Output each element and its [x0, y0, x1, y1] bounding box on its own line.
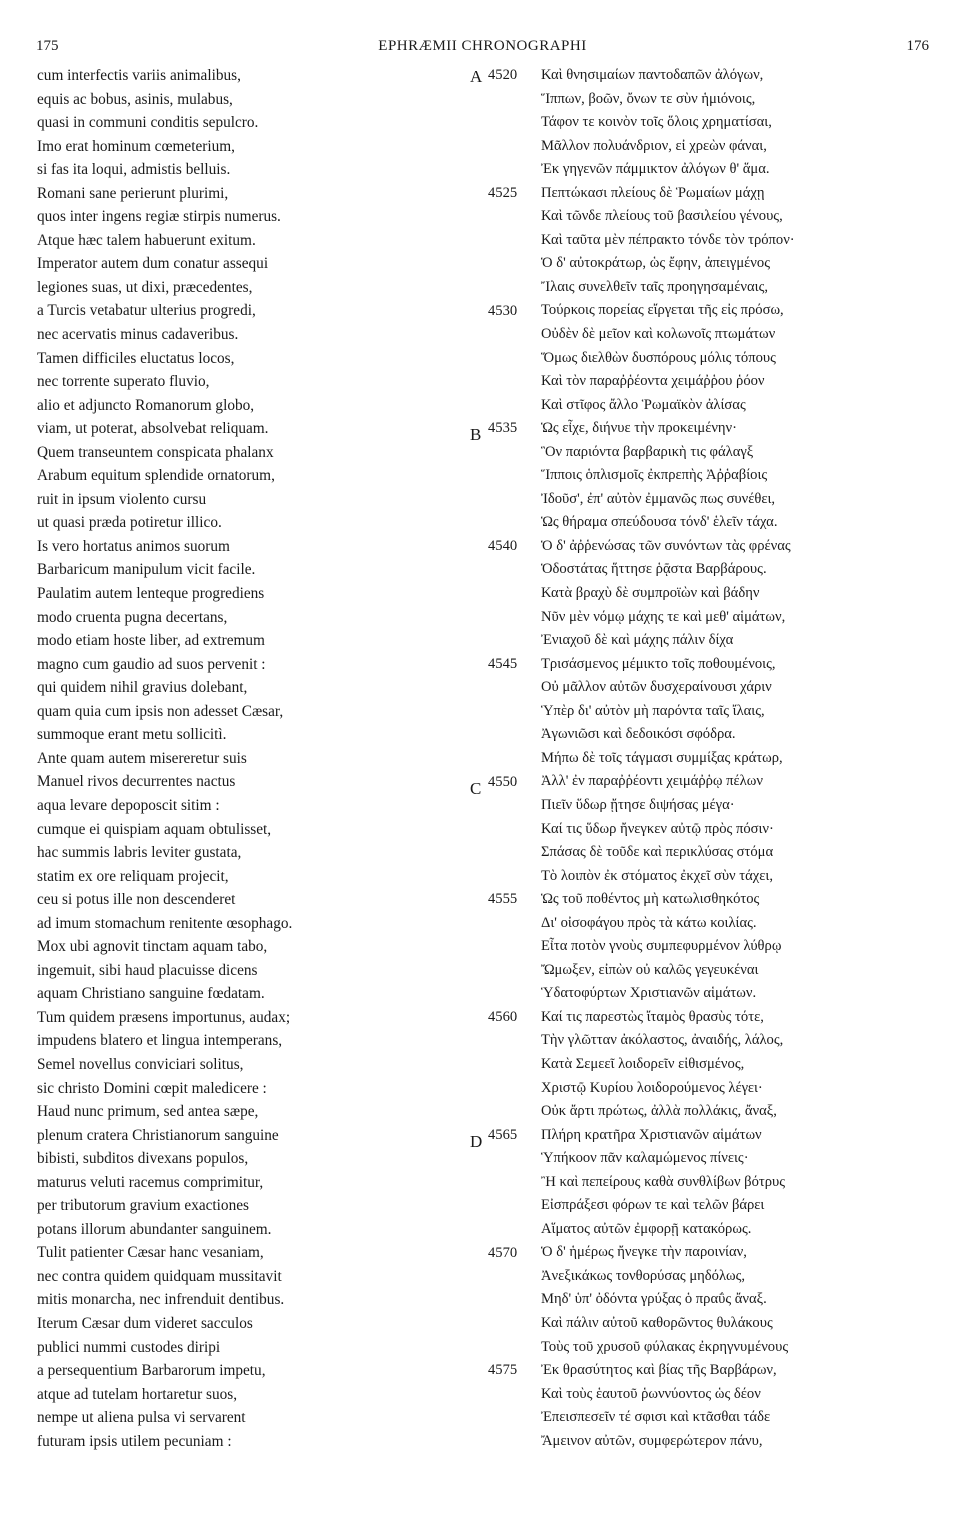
- greek-line: Καὶ ταῦτα μὲν πέπρακτο τόνδε τὸν τρόπον·: [541, 231, 795, 248]
- greek-line: Ἢ καὶ πεπείρους καθὰ συνθλίβων βότρυς: [541, 1173, 786, 1190]
- greek-line: Ἐνιαχοῦ δὲ καὶ μάχης πάλιν δίχα: [541, 632, 734, 649]
- latin-line: impudens blatero et lingua intemperans,: [37, 1032, 283, 1050]
- greek-line: Κατὰ βραχὺ δὲ συμπροϊὼν καὶ βάδην: [541, 585, 760, 602]
- left-page-number: 175: [36, 38, 59, 54]
- greek-line: Ὑπὲρ δι' αὐτὸν μὴ παρόντα ταῖς ἴλαις,: [541, 702, 765, 719]
- greek-line: Πεπτώκασι πλείους δὲ Ῥωμαίων μάχῃ: [541, 184, 765, 201]
- latin-line: Haud nunc primum, sed antea sæpe,: [37, 1103, 259, 1121]
- greek-line: Ἀλλ' ἐν παραῤῥέοντι χειμάῤῥῳ πέλων: [541, 773, 763, 790]
- greek-line: Μήπω δὲ τοῖς τάγμασι συμμίξας κράτωρ,: [541, 749, 783, 766]
- latin-line: quam quia cum ipsis non adesset Cæsar,: [37, 702, 284, 720]
- latin-line: ut quasi præda potiretur illico.: [37, 514, 222, 532]
- latin-line: Ante quam autem misereretur suis: [37, 749, 247, 767]
- latin-line: Imo erat hominum cœmeterium,: [37, 137, 235, 155]
- verse-number: 4535: [488, 420, 518, 437]
- latin-line: ruit in ipsum violento cursu: [37, 490, 207, 508]
- verse-number: 4525: [488, 184, 518, 201]
- greek-line: Ὃν παριόντα βαρβαρικὴ τις φάλαγξ: [541, 443, 754, 460]
- latin-line: aqua levare depoposcit sitim :: [37, 796, 220, 814]
- verse-number: 4520: [488, 67, 518, 83]
- latin-line: legiones suas, ut dixi, præcedentes,: [37, 278, 253, 296]
- greek-line: Μηδ' ὑπ' ὀδόντα γρύξας ὁ πραΰς ἄναξ.: [541, 1291, 767, 1308]
- latin-line: per tributorum gravium exactiones: [37, 1197, 249, 1215]
- running-title: EPHRÆMII CHRONOGRAPHI: [378, 38, 587, 54]
- section-marker: B: [470, 425, 482, 445]
- section-marker: D: [470, 1131, 483, 1151]
- greek-line: Τρισάσμενος μέμικτο τοῖς ποθουμένοις,: [541, 655, 776, 672]
- latin-line: modo etiam hoste liber, ad extremum: [37, 632, 265, 650]
- greek-line: Τὴν γλῶτταν ἀκόλαστος, ἀναιδής, λάλος,: [541, 1032, 784, 1049]
- greek-line: Ἀνεξικάκως τονθορύσας μηδόλως,: [541, 1267, 746, 1284]
- latin-line: publici nummi custodes diripi: [37, 1338, 221, 1356]
- greek-line: Εἶτα ποτὸν γνοὺς συμπεφυρμένον λύθρῳ: [541, 938, 782, 955]
- latin-line: Manuel rivos decurrentes nactus: [37, 773, 236, 791]
- greek-column: [541, 64, 941, 1453]
- greek-line: Ὡς θήραμα σπεύδουσα τόνδ' ἑλεῖν τάχα.: [541, 514, 778, 531]
- latin-line: nec contra quidem quidquam mussitavit: [37, 1267, 282, 1285]
- verse-number: 4555: [488, 891, 518, 908]
- greek-line: Ὑδατοφύρτων Χριστιανῶν αἱμάτων.: [541, 985, 757, 1002]
- latin-line: qui quidem nihil gravius dolebant,: [37, 679, 248, 697]
- greek-line: Μᾶλλον πολυάνδριον, εἰ χρεὼν φάναι,: [541, 137, 767, 154]
- greek-line: Καὶ τῶνδε πλείους τοῦ βασιλείου γένους,: [541, 208, 783, 225]
- latin-line: statim ex ore reliquam projecit,: [37, 867, 229, 885]
- latin-line: cumque ei quispiam aquam obtulisset,: [37, 820, 272, 838]
- greek-line: Ἵπποις ὁπλισμοῖς ἐκπρεπὴς Ἀῤῥαβίοις: [541, 467, 768, 484]
- latin-line: maturus veluti racemus comprimitur,: [37, 1173, 264, 1191]
- greek-line: Ἄμεινον αὐτῶν, συμφερώτερον πάνυ,: [541, 1432, 763, 1449]
- greek-line: Πλήρη κρατῆρα Χριστιανῶν αἱμάτων: [541, 1126, 762, 1143]
- greek-line: Καὶ θνησιμαίων παντοδαπῶν ἀλόγων,: [541, 67, 764, 83]
- greek-line: Τὸ λοιπὸν ἐκ στόματος ἐκχεῖ σὺν τάχει,: [541, 867, 773, 884]
- verse-number: 4560: [488, 1009, 518, 1025]
- latin-line: Tulit patienter Cæsar hanc vesaniam,: [37, 1244, 264, 1262]
- verse-number: 4570: [488, 1244, 518, 1261]
- latin-line: Romani sane perierunt plurimi,: [37, 184, 229, 202]
- latin-line: Semel novellus conviciari solitus,: [37, 1055, 244, 1073]
- latin-line: viam, ut poterat, absolvebat reliquam.: [37, 420, 269, 438]
- greek-line: Ὁδοστάτας ἥττησε ῥᾷστα Βαρβάρους.: [541, 561, 767, 578]
- latin-line: mitis monarcha, nec infrenduit dentibus.: [37, 1291, 285, 1309]
- latin-line: si fas ita loqui, admistis belluis.: [37, 161, 231, 179]
- latin-line: bibisti, subditos divexans populos,: [37, 1150, 249, 1168]
- greek-line: Ἐκ θρασύτητος καὶ βίας τῆς Βαρβάρων,: [541, 1362, 777, 1379]
- section-marker: A: [470, 67, 483, 86]
- latin-line: atque ad tutelam hortaretur suos,: [37, 1385, 238, 1403]
- greek-line: Ἴλαις συνελθεῖν ταῖς προηγησαμέναις,: [541, 278, 768, 295]
- greek-line: Καὶ πάλιν αὐτοῦ καθορῶντος θυλάκους: [541, 1314, 773, 1331]
- greek-line: Καί τις παρεστὼς ἴταμὸς θρασὺς τότε,: [541, 1008, 764, 1025]
- greek-line: Νῦν μὲν νόμῳ μάχης τε καὶ μεθ' αἱμάτων,: [541, 608, 786, 625]
- page-header: [0, 36, 965, 60]
- greek-line: Οὐδὲν δὲ μεῖον καὶ κολωνοῖς πτωμάτων: [541, 326, 776, 343]
- verse-number: 4575: [488, 1362, 518, 1379]
- latin-line: nempe ut aliena pulsa vi servarent: [37, 1409, 246, 1427]
- latin-line: plenum cratera Christianorum sanguine: [37, 1126, 279, 1144]
- latin-line: Mox ubi agnovit tinctam aquam tabo,: [37, 938, 268, 956]
- greek-line: Αἵματος αὐτῶν ἐμφορῇ κατακόρως.: [541, 1220, 752, 1237]
- greek-line: Ἀγωνιῶσι καὶ δεδοικόσι σφόδρα.: [541, 726, 736, 743]
- greek-line: Ὁ δ' ἀῤῥενώσας τῶν συνόντων τὰς φρένας: [541, 537, 791, 554]
- latin-line: quos inter ingens regiæ stirpis numerus.: [37, 208, 281, 226]
- greek-line: Ὑπήκοον πᾶν καλαμώμενος πίνεις·: [541, 1150, 749, 1167]
- verse-number: 4530: [488, 302, 518, 319]
- greek-line: Ὅμως διελθὼν δυσπόρους μόλις τόπους: [541, 349, 776, 366]
- latin-line: alio et adjuncto Romanorum globo,: [37, 396, 255, 414]
- verse-number: 4550: [488, 773, 518, 790]
- latin-line: aquam Christiano sanguine fœdatam.: [37, 985, 265, 1003]
- latin-line: Atque hæc talem habuerunt exitum.: [37, 231, 256, 249]
- greek-line: Ἰδοῦσ', ἐπ' αὐτὸν ἐμμανῶς πως συνέθει,: [541, 490, 776, 507]
- section-marker: C: [470, 778, 482, 798]
- latin-line: quasi in communi conditis sepulcro.: [37, 114, 259, 132]
- latin-line: Arabum equitum splendide ornatorum,: [37, 467, 275, 485]
- greek-line: Ἐπεισπεσεῖν τέ σφισι καὶ κτᾶσθαι τάδε: [541, 1409, 771, 1426]
- latin-line: Tamen difficiles eluctatus locos,: [37, 349, 235, 367]
- greek-line: Πιεῖν ὕδωρ ᾔτησε διψήσας μέγα·: [541, 796, 735, 813]
- greek-line: Χριστῷ Κυρίου λοιδορούμενος λέγει·: [541, 1079, 763, 1096]
- greek-line: Καὶ στῖφος ἄλλο Ῥωμαϊκὸν ἀλίσας: [541, 396, 746, 413]
- greek-line: Τούρκοις πορείας εἴργεται τῆς εἰς πρόσω,: [541, 302, 784, 319]
- latin-line: sic christo Domini cœpit maledicere :: [37, 1079, 267, 1097]
- greek-line: Ὤμωξεν, εἰπὼν οὐ καλῶς γεγευκέναι: [541, 961, 759, 978]
- latin-line: Barbaricum manipulum vicit facile.: [37, 561, 256, 579]
- right-page-number: 176: [906, 38, 929, 54]
- latin-line: ingemuit, sibi haud placuisse dicens: [37, 961, 258, 979]
- greek-line: Καὶ τοὺς ἑαυτοῦ ῥωννύοντος ὡς δέον: [541, 1385, 761, 1402]
- greek-line: Τοὺς τοῦ χρυσοῦ φύλακας ἐκρηγνυμένους: [541, 1338, 789, 1355]
- greek-line: Εἰσπράξεσι φόρων τε καὶ τελῶν βάρει: [541, 1197, 765, 1214]
- latin-line: modo cruenta pugna decertans,: [37, 608, 228, 626]
- latin-line: Is vero hortatus animos suorum: [37, 537, 230, 555]
- greek-line: Ὁ δ' αὐτοκράτωρ, ὡς ἔφην, ἀπειγμένος: [541, 255, 770, 272]
- latin-line: a persequentium Barbarorum impetu,: [37, 1362, 266, 1380]
- latin-line: Imperator autem dum conatur assequi: [37, 255, 269, 273]
- latin-line: Iterum Cæsar dum videret sacculos: [37, 1314, 253, 1332]
- latin-column: [37, 64, 447, 1453]
- latin-line: nec acervatis minus cadaveribus.: [37, 326, 239, 344]
- greek-line: Καὶ τὸν παραῤῥέοντα χειμάῤῥου ῥόον: [541, 373, 765, 390]
- greek-line: Ἵππων, βοῶν, ὄνων τε σὺν ἡμιόνοις,: [541, 90, 756, 107]
- greek-line: Ὡς εἶχε, διήνυε τὴν προκειμένην·: [541, 420, 738, 437]
- latin-line: equis ac bobus, asinis, mulabus,: [37, 90, 233, 108]
- latin-line: futuram ipsis utilem pecuniam :: [37, 1432, 232, 1450]
- latin-line: potans illorum abundanter sanguinem.: [37, 1220, 272, 1238]
- latin-line: Paulatim autem lenteque progrediens: [37, 585, 265, 603]
- latin-line: ceu si potus ille non descenderet: [37, 891, 236, 909]
- verse-number: 4540: [488, 538, 518, 554]
- latin-line: magno cum gaudio ad suos pervenit :: [37, 655, 266, 673]
- greek-line: Κατὰ Σεμεεῖ λοιδορεῖν εἰθισμένος,: [541, 1055, 745, 1072]
- greek-line: Καί τις ὕδωρ ἤνεγκεν αὐτῷ πρὸς πόσιν·: [541, 820, 774, 837]
- latin-line: Quem transeuntem conspicata phalanx: [37, 443, 274, 461]
- latin-line: Tum quidem præsens importunus, audax;: [37, 1008, 291, 1026]
- greek-line: Ὡς τοῦ ποθέντος μὴ κατωλισθηκότος: [541, 891, 760, 908]
- verse-number: 4545: [488, 655, 518, 672]
- latin-line: a Turcis vetabatur ulterius progredi,: [37, 302, 256, 320]
- latin-line: ad imum stomachum renitente œsophago.: [37, 914, 293, 932]
- latin-line: hac summis labris leviter gustata,: [37, 844, 242, 862]
- latin-line: summoque erant metu sollicitì.: [37, 726, 227, 744]
- greek-line: Τάφον τε κοινὸν τοῖς ὅλοις χρηματίσαι,: [541, 114, 772, 131]
- verse-number: 4565: [488, 1126, 518, 1143]
- latin-line: nec torrente superato fluvio,: [37, 373, 210, 391]
- latin-line: cum interfectis variis animalibus,: [37, 67, 241, 84]
- greek-line: Οὐ μᾶλλον αὐτῶν δυσχεραίνουσι χάριν: [541, 679, 772, 696]
- greek-line: Ἐκ γηγενῶν πάμμικτον ἀλόγων θ' ἅμα.: [541, 161, 770, 178]
- greek-line: Οὐκ ἄρτι πρώτως, ἀλλὰ πολλάκις, ἄναξ,: [541, 1103, 777, 1120]
- greek-line: Δι' οἰσοφάγου πρὸς τὰ κάτω κοιλίας.: [541, 914, 757, 931]
- greek-line: Ὁ δ' ἡμέρως ἤνεγκε τὴν παροινίαν,: [541, 1244, 747, 1261]
- greek-line: Σπάσας δὲ τοῦδε καὶ περικλύσας στόμα: [541, 844, 774, 861]
